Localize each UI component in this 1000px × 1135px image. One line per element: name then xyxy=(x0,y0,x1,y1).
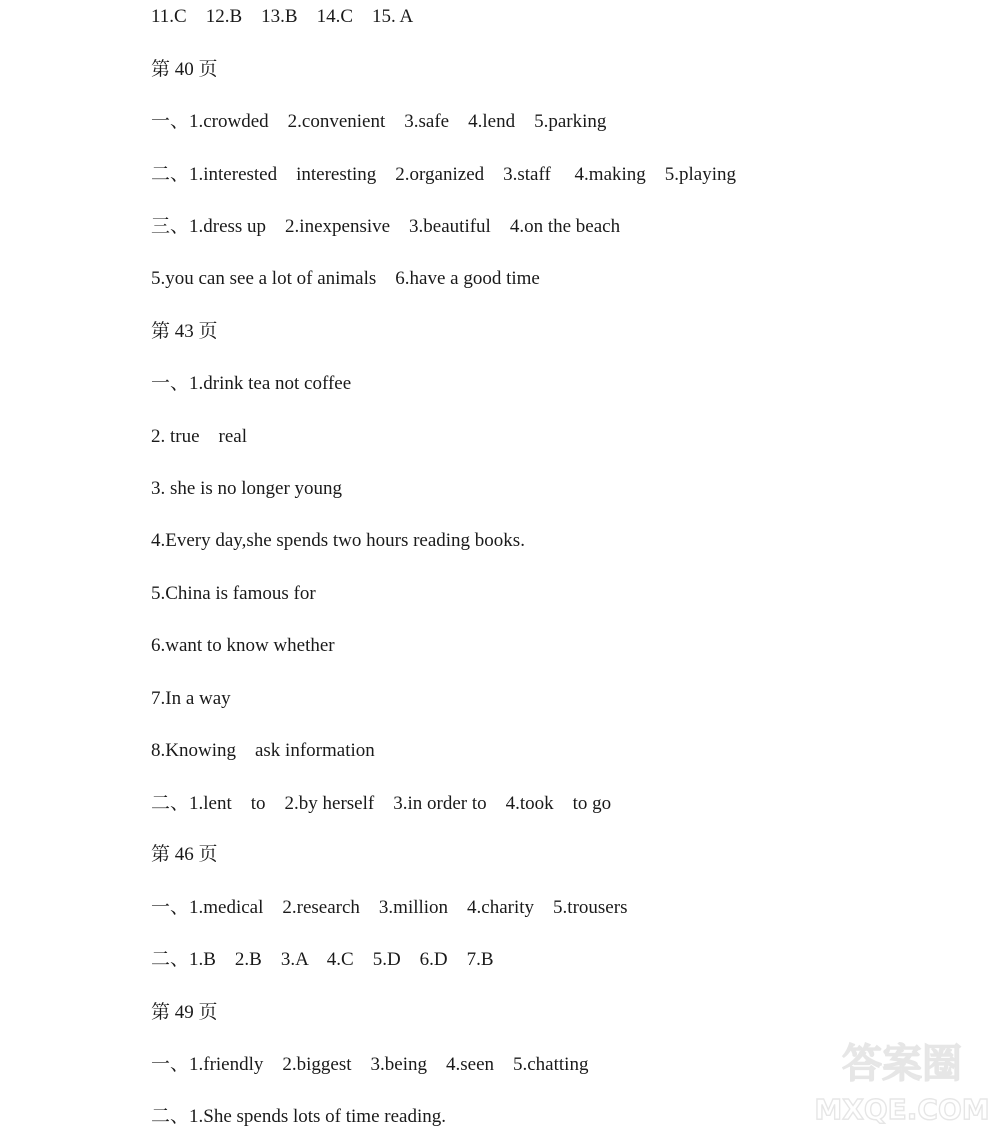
page-heading: 第 43 页 xyxy=(151,321,218,342)
answer-line: 三、1.dress up 2.inexpensive 3.beautiful 4.on the beach xyxy=(151,216,621,237)
answer-line: 5.you can see a lot of animals 6.have a good time xyxy=(151,268,540,289)
answer-line: 二、1.B 2.B 3.A 4.C 5.D 6.D 7.B xyxy=(151,949,494,970)
answer-line: 一、1.crowded 2.convenient 3.safe 4.lend 5.parking xyxy=(151,111,607,132)
answer-line: 一、1.friendly 2.biggest 3.being 4.seen 5.chatting xyxy=(151,1054,589,1075)
answer-line: 7.In a way xyxy=(151,688,231,709)
answer-line: 二、1.lent to 2.by herself 3.in order to 4.took to go xyxy=(151,793,612,814)
answer-line: 二、1.interested interesting 2.organized 3.staff 4.making 5.playing xyxy=(151,164,737,185)
answer-line: 4.Every day,she spends two hours reading books. xyxy=(151,530,525,551)
answer-line: 5.China is famous for xyxy=(151,583,316,604)
page-heading: 第 49 页 xyxy=(151,1002,218,1023)
watermark-logo xyxy=(812,1029,992,1129)
watermark-logo-text-bottom: MXQE.COM xyxy=(814,1093,990,1126)
page-heading: 第 40 页 xyxy=(151,59,218,80)
answer-line: 6.want to know whether xyxy=(151,635,335,656)
answer-line: 3. she is no longer young xyxy=(151,478,343,499)
answer-line: 一、1.drink tea not coffee xyxy=(151,373,352,394)
watermark-logo-text-top: 答案圈 xyxy=(842,1041,962,1087)
page-heading: 第 46 页 xyxy=(151,844,218,865)
answer-line: 8.Knowing ask information xyxy=(151,740,375,761)
answer-line: 一、1.medical 2.research 3.million 4.charity 5.trousers xyxy=(151,897,628,918)
answer-line: 2. true real xyxy=(151,426,248,447)
answer-line: 11.C 12.B 13.B 14.C 15. A xyxy=(151,6,414,27)
answer-line: 二、1.She spends lots of time reading. xyxy=(151,1106,446,1127)
